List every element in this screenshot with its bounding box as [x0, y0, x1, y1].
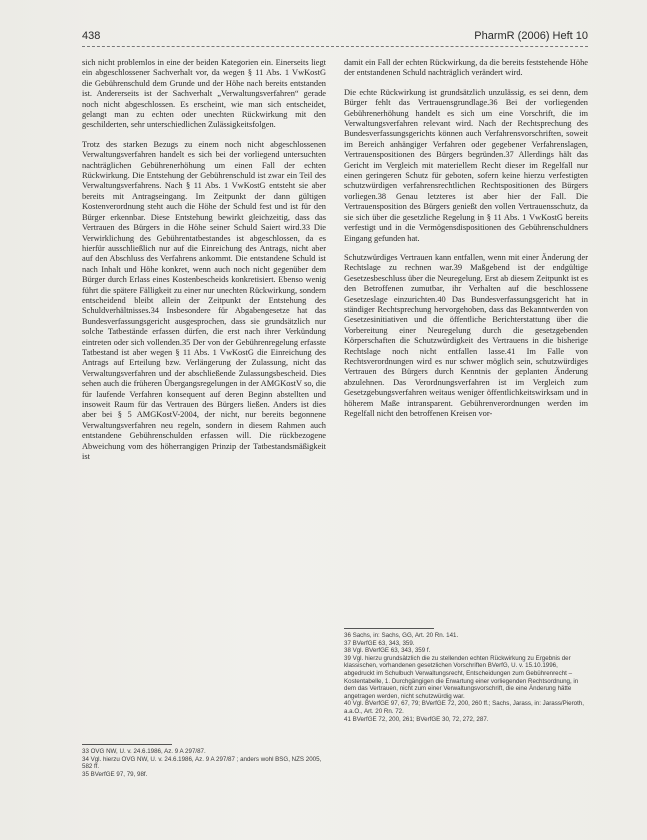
footnote-divider — [344, 628, 434, 629]
footnote: 34 Vgl. hierzu OVG NW, U. v. 24.6.1986, Az. 9 A 297/87 ; anders wohl BSG, NZS 2005, 582 ff. — [82, 755, 322, 771]
paragraph: Die echte Rückwirkung ist grundsätzlich unzulässig, es sei denn, dem Bürger fehlt das Vertrauensgrundlage.36 Bei der vorliegenden Gebührenerhöhung handelt es sich um eine Vorschrift, die im Verwaltungsverfahren relevant wird. Nach der Rechtsprechung des Bundesverfassungsgerichts können auch Verfahrensvorschriften, soweit im Bereich anhängiger Verfahren oder gegebener Verfahrenslagen, Vertrauenspositionen des Bürgers begründen.37 Allerdings hält das Gericht im Vergleich mit materiellem Recht dieser im Regelfall nur einen geringeren Schutz für geboten, sofern keine hierzu verfestigten schutzwürdigen verfahrensrechtlichen Rechtspositionen des Bürgers vorliegen.38 Genau letzteres ist aber hier der Fall. Die Vertrauensposition des Bürgers genießt den vollen Vertrauensschutz, da sie sich über die gesetzliche Regelung in § 11 Abs. 1 VwKostG bereits verfestigt und in die Vermögensdispositionen des Gebührenschuldners Eingang gefunden hat. — [344, 87, 588, 243]
footnote: 38 Vgl. BVerfGE 63, 343, 359 f. — [344, 647, 431, 655]
footnotes-left — [82, 748, 326, 778]
page-header — [82, 30, 588, 47]
footnote: 41 BVerfGE 72, 200, 261; BVerfGE 30, 72, 272, 287. — [344, 715, 489, 723]
footnote: 35 BVerfGE 97, 79, 98f. — [82, 770, 148, 778]
footnote: 39 Vgl. hierzu grundsätzlich die zu stellenden echten Rückwirkung zu Ergebnis der klassischen, vorhandenen gesetzlichen Vorschriften BVerfG, U. v. 15.10.1996, abgedruckt im Schulbuch Verwaltungsrecht, Entscheidungen zum Gebührenrecht – Kostentabelle, 1. Durchgängigen die Erwartung einer vorliegenden Rechtsordnung, in dem das Vertrauen, nicht zum einer Verwaltungsvorschrift, die eine Änderung hätte angetragen werden, nicht schutzwürdig war. — [344, 654, 579, 700]
journal-reference: PharmR (2006) Heft 10 — [474, 30, 588, 42]
paragraph: damit ein Fall der echten Rückwirkung, da die bereits feststehende Höhe der entstandenen Schuld nachträglich verändert wird. — [344, 58, 588, 78]
right-column — [344, 58, 588, 428]
paragraph: sich nicht problemlos in eine der beiden Kategorien ein. Einerseits liegt ein abgeschlossener Sachverhalt vor, da wegen § 11 Abs. 1 VwKostG die Gebührenschuld dem Grunde und der Höhe nach bereits entstanden ist. Andererseits ist der Sachverhalt „Verwaltungsverfahren“ gerade noch nicht abgeschlossen. Es erscheint, wie man sich entscheidet, gelangt man zu echten oder unechten Rückwirkung mit den geschilderten, sehr unterschiedlichen Zulässigkeitsfolgen. — [82, 58, 326, 130]
footnote: 37 BVerfGE 63, 343, 359. — [344, 639, 415, 647]
footnote: 36 Sachs, in: Sachs, GG, Art. 20 Rn. 141. — [344, 632, 459, 639]
footnote: 33 OVG NW, U. v. 24.6.1986, Az. 9 A 297/87. — [82, 748, 206, 755]
footnote: 40 Vgl. BVerfGE 97, 67, 79; BVerfGE 72, 200, 260 ff.; Sachs, Jarass, in: Jarass/Pieroth, a.a.O., Art. 20 Rn. 72. — [344, 700, 584, 715]
paragraph: Trotz des starken Bezugs zu einem noch nicht abgeschlossenen Verwaltungsverfahren handelt es sich bei der vorliegend untersuchten nachträglichen Gebührenerhöhung um einen Fall der echten Rückwirkung. Die Entstehung der Gebührenschuld ist zwar ein Teil des Verwaltungsverfahrens. Nach § 11 Abs. 1 VwKostG entsteht sie aber bereits mit Antragseingang. Im Zeitpunkt der dann gültigen Kostenverordnung steht auch die Höhe der Schuld fest und ist für den Bürger erkennbar. Diese Entstehung bewirkt gleichzeitig, dass das Vertrauen des Bürgers in die Höhe seiner Schuld Saiert wird.33 Die Verwirklichung des Gebührentatbestandes ist abgeschlossen, da es hierfür ausschließlich nur auf die Einreichung des Antrags, nicht aber auf den Abschluss des Verfahrens ankommt. Die entstandene Schuld ist nach Inhalt und Höhe konkret, wenn auch noch nicht gegenüber dem Bürger durch Erlass eines Kostenbescheids konkretisiert. Ebenso wenig führt die spätere Fälligkeit zu einer nur unechten Rückwirkung, sondern entscheidend bleibt allein der Zeitpunkt der Entstehung des Schuldverhältnisses.34 Insbesondere für Abgabengesetze hat das Bundesverfassungsgericht ausgesprochen, dass sie grundsätzlich nur solche Tatbestände erfassen dürfen, die erst nach ihrer Verkündung eintreten oder sich vollenden.35 Der von der Gebührenregelung erfasste Tatbestand ist aber wegen § 11 Abs. 1 VwKostG die Einreichung des Antrags auf Erteilung bzw. Verlängerung der Zulassung, nicht das Verwaltungsverfahren und der abschließende Zulassungsbescheid. Dies sehen auch die früheren Übergangsregelungen in der AMGKostV so, die für laufende Verfahren konsequent auf deren Beginn abstellten und insoweit Raum für das Vertrauen des Bürgers ließen. Anders ist dies aber bei § 5 AMGKostV-2004, der nicht, nur bereits begonnene Verwaltungsverfahren neu regeln, sondern in diesem Rahmen auch entstandene Gebührenschulden erfassen will. Die rückbezogene Abweichung vom des höherrangigen Prinzip der Tatbestandsmäßigkeit ist — [82, 139, 326, 462]
footnotes-right — [344, 632, 588, 723]
paragraph: Schutzwürdiges Vertrauen kann entfallen, wenn mit einer Änderung der Rechtslage zu rechnen war.39 Maßgebend ist der endgültige Gesetzesbeschluss über die Neuregelung. Erst ab diesem Zeitpunkt ist es den Betroffenen zumutbar, ihr Verhalten auf die beschlossene Gesetzeslage einzurichten.40 Das Bundesverfassungsgericht hat in ständiger Rechtsprechung hervorgehoben, dass das Bekanntwerden von Gesetzesinitiativen und die öffentliche Berichterstattung über die Vorbereitung einer Neuregelung durch die gesetzgebenden Körperschaften die Schutzwürdigkeit des Vertrauens in die bisherige Rechtslage noch nicht entfallen lasse.41 Im Falle von Rechtsverordnungen wird es nur schwer möglich sein, schutzwürdiges Vertrauen des Bürgers durch Kenntnis der geplanten Änderung abzulehnen. Das Verordnungsverfahren ist im Vergleich zum Gesetzgebungsverfahren weitaus weniger öffentlichkeitswirksam und in höherem Maße intransparent. Gebührenverordnungen werden im Regelfall nicht den betroffenen Kreisen vor- — [344, 252, 588, 418]
footnote-divider — [82, 744, 172, 745]
left-column — [82, 58, 326, 471]
page-number: 438 — [82, 30, 101, 42]
